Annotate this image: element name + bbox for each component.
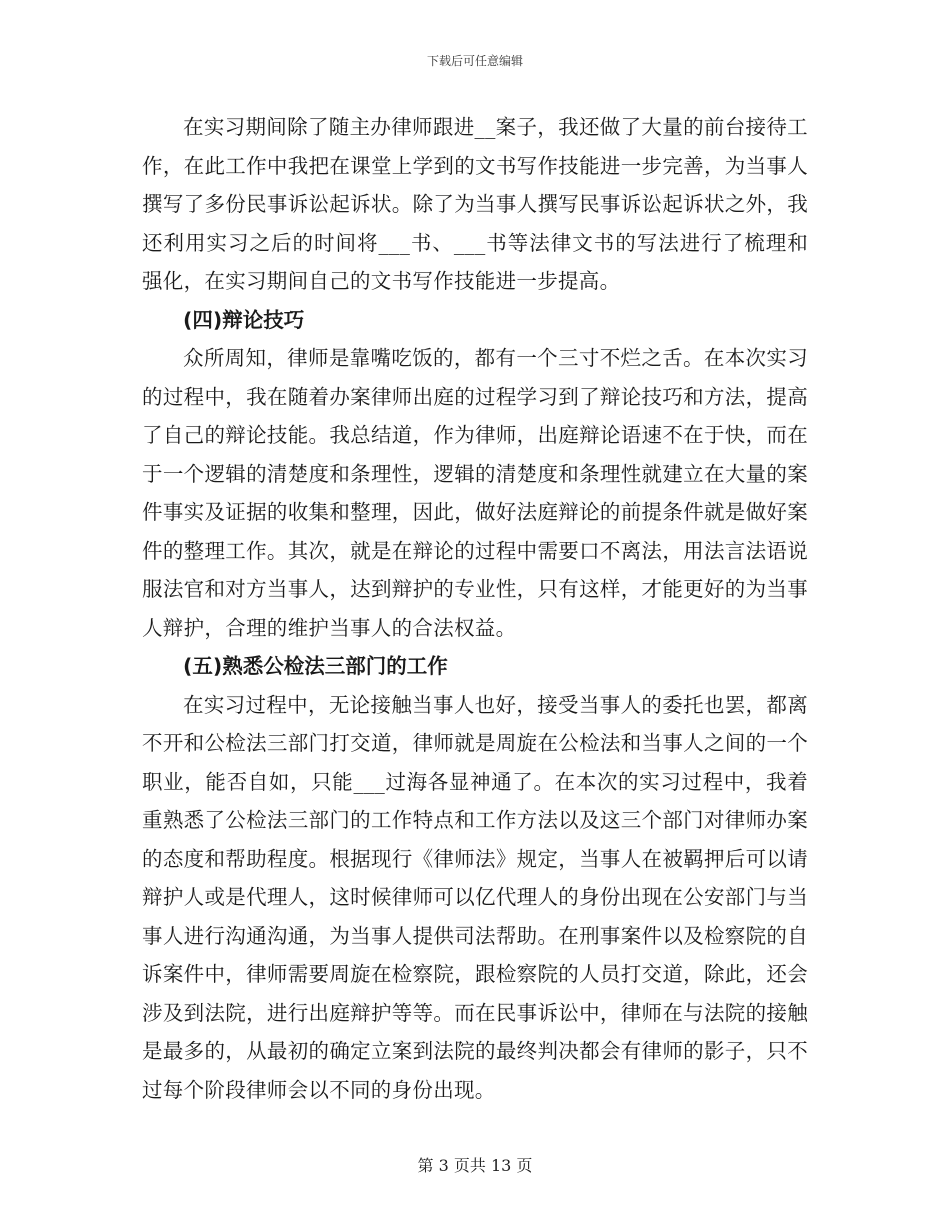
paragraph-document-writing: 在实习期间除了随主办律师跟进__案子，我还做了大量的前台接待工作，在此工作中我把在课堂上学到的文书写作技能进一步完善，为当事人撰写了多份民事诉讼起诉状。除了为当事人撰写民事诉讼起诉状之外，我还利用实习之后的时间将___书、___书等法律文书的写法进行了梳理和强化，在实习期间自己的文书写作技能进一步提高。	[142, 115, 808, 293]
page-header: 下载后可任意编辑	[426, 54, 523, 68]
paragraph-three-departments: 在实习过程中，无论接触当事人也好，接受当事人的委托也罢，都离不开和公检法三部门打交道，律师就是周旋在公检法和当事人之间的一个职业，能否自如，只能___过海各显神通了。在本次的实习过程中，我着重熟悉了公检法三部门的工作特点和工作方法以及这三个部门对律师办案的态度和帮助程度。根据现行《律师法》规定，当事人在被羁押后可以请辩护人或是代理人，这时候律师可以亿代理人的身份出现在公安部门与当事人进行沟通沟通，为当事人提供司法帮助。在刑事案件以及检察院的自诉案件中，律师需要周旋在检察院，跟检察院的人员打交道，除此，还会涉及到法院，进行出庭辩护等等。而在民事诉讼中，律师在与法院的接触是最多的，从最初的确定立案到法院的最终判决都会有律师的影子，只不过每个阶段律师会以不同的身份出现。	[142, 692, 808, 1102]
document-body	[142, 108, 808, 1109]
section-heading-three-departments: (五)熟悉公检法三部门的工作	[183, 654, 448, 678]
paragraph-debate-skills: 众所周知，律师是靠嘴吃饭的，都有一个三寸不烂之舌。在本次实习的过程中，我在随着办案律师出庭的过程学习到了辩论技巧和方法，提高了自己的辩论技能。我总结道，作为律师，出庭辩论语速不在于快，而在于一个逻辑的清楚度和条理性，逻辑的清楚度和条理性就建立在大量的案件事实及证据的收集和整理，因此，做好法庭辩论的前提条件就是做好案件的整理工作。其次，就是在辩论的过程中需要口不离法，用法言法语说服法官和对方当事人，达到辩护的专业性，只有这样，才能更好的为当事人辩护，合理的维护当事人的合法权益。	[142, 346, 808, 640]
section-heading-debate-skills: (四)辩论技巧	[183, 307, 305, 332]
page-number-footer: 第 3 页共 13 页	[417, 1156, 533, 1175]
